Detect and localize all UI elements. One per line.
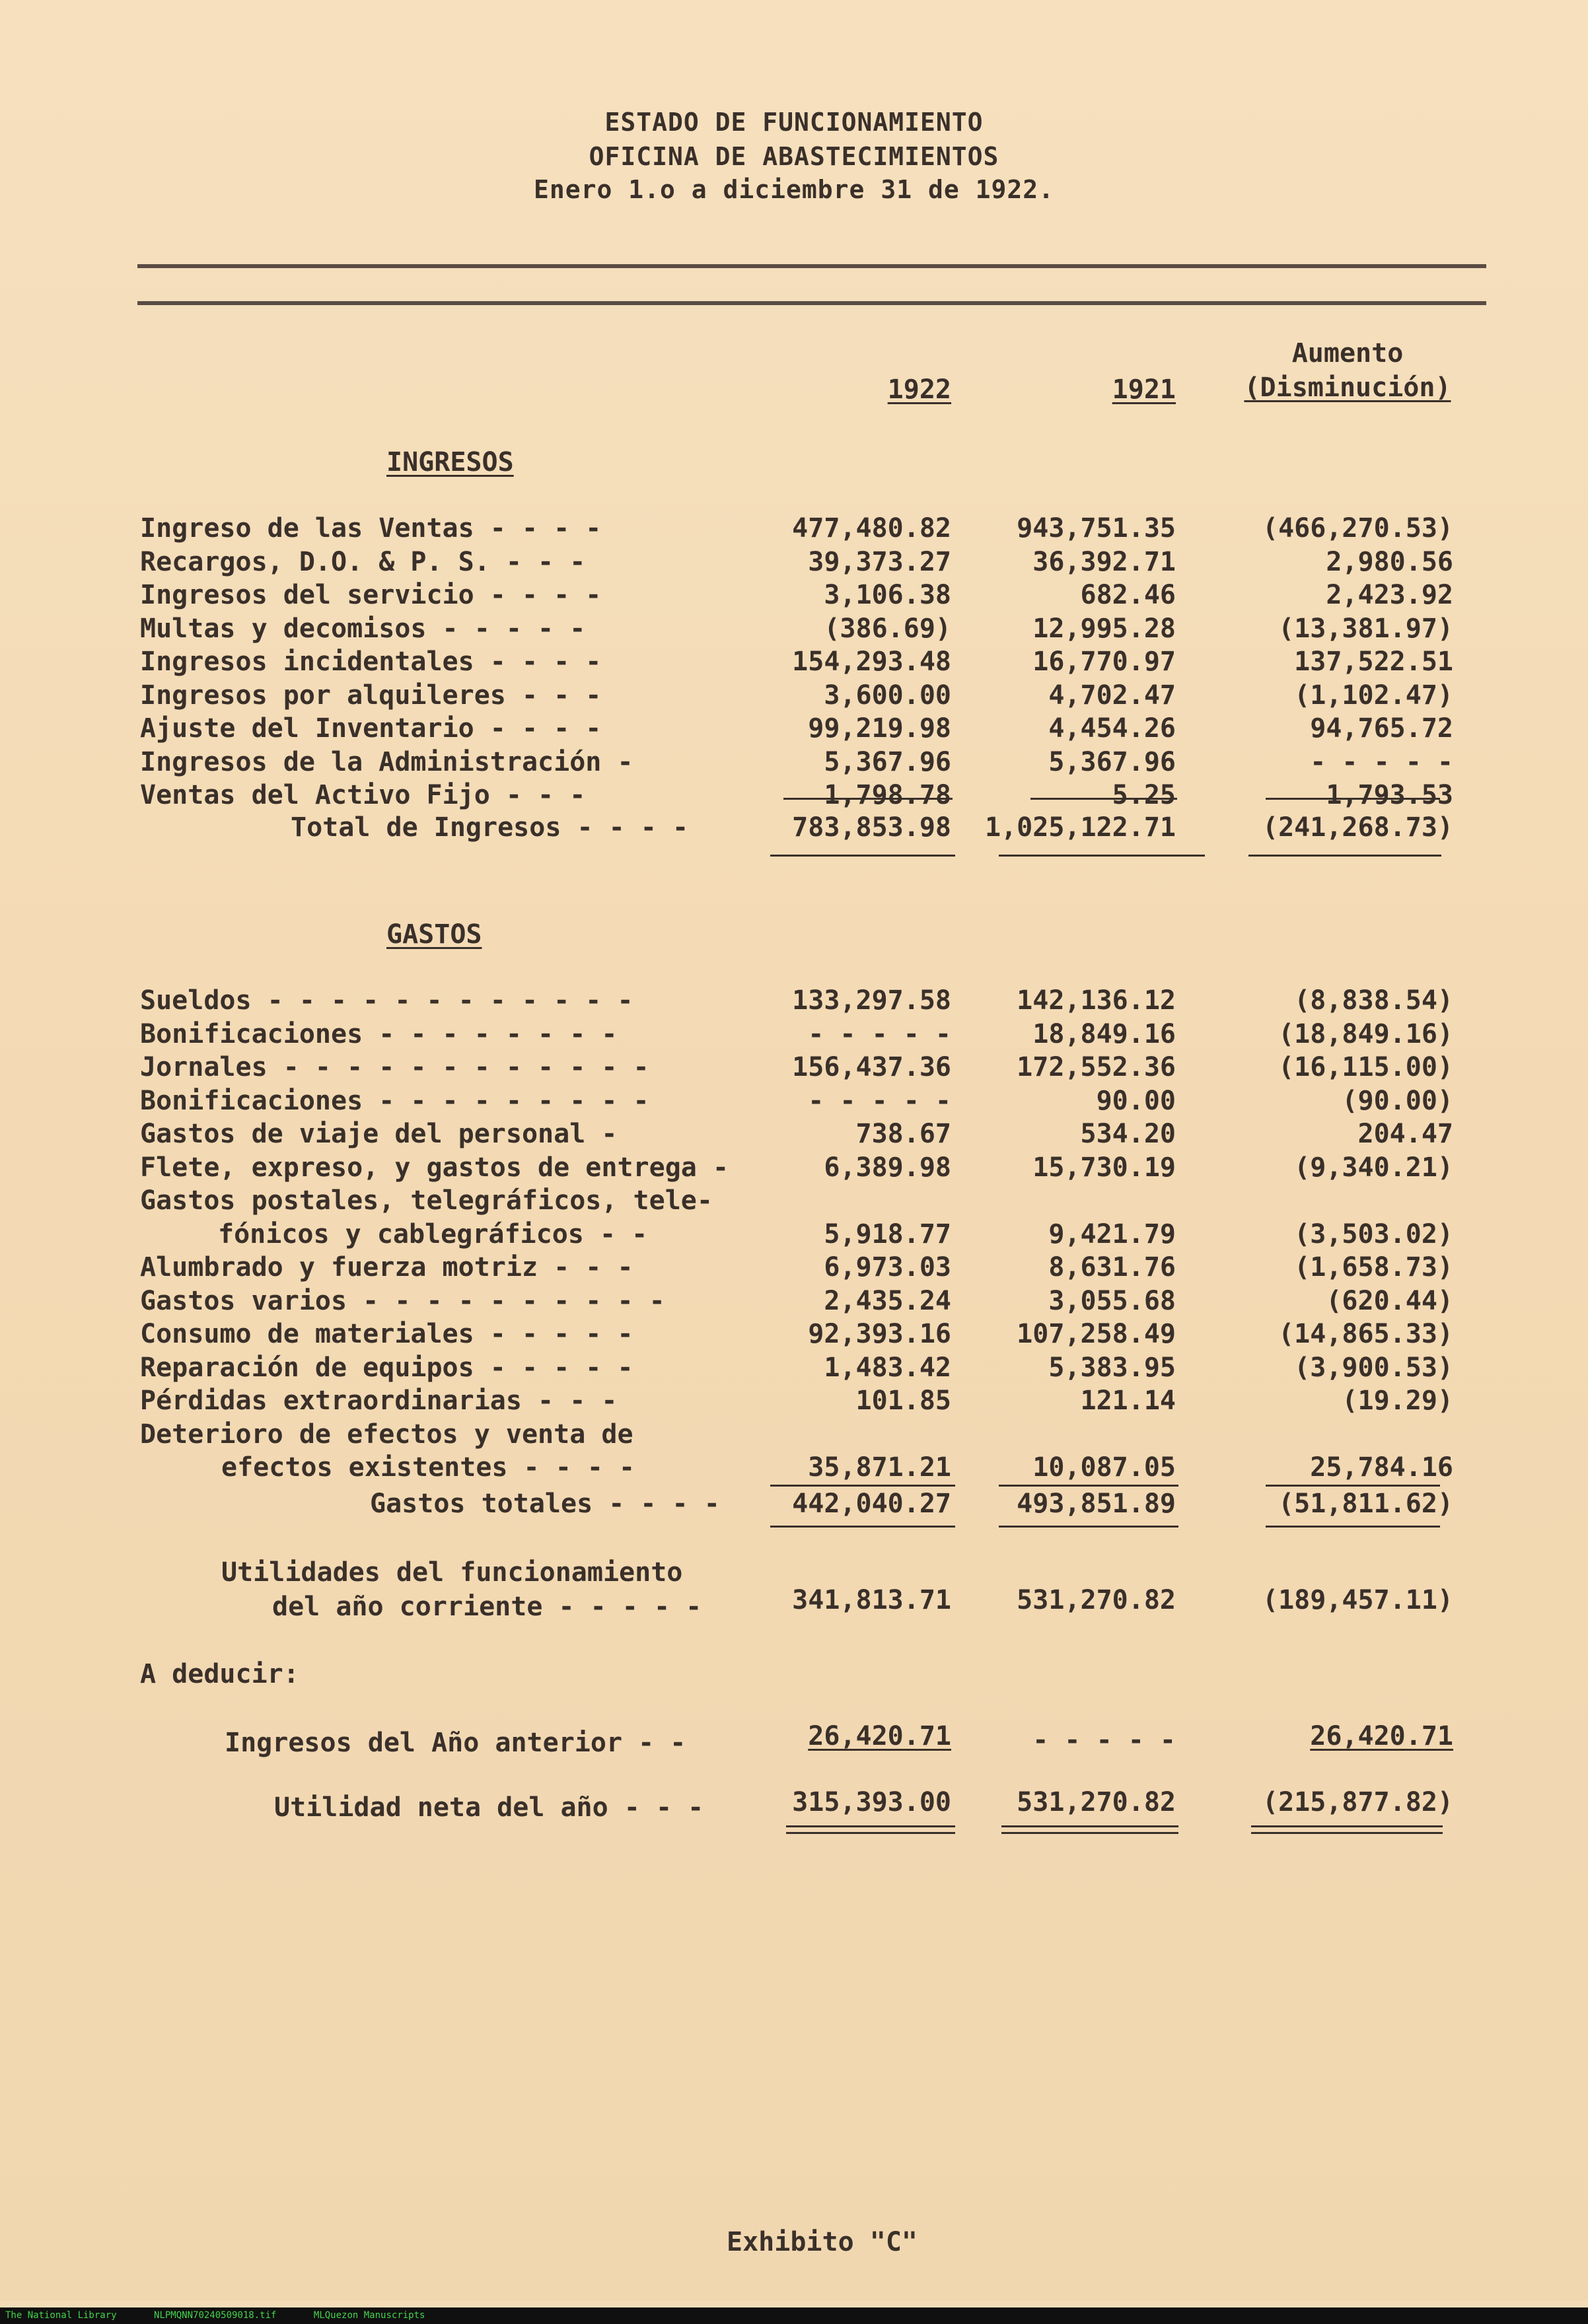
ingresos-row-1922: 99,219.98 <box>808 713 951 744</box>
gastos-row-diff: (1,658.73) <box>1294 1252 1453 1283</box>
utilidades-label-1: Utilidades del funcionamiento <box>221 1557 683 1588</box>
total-ingresos-1922: 783,853.98 <box>792 812 951 843</box>
utilidad-neta-1921: 531,270.82 <box>1017 1787 1176 1817</box>
ingresos-row-1922: 3,106.38 <box>824 580 951 610</box>
gastos-row-label: Sueldos - - - - - - - - - - - - <box>140 985 633 1016</box>
gastos-row-1921: 15,730.19 <box>1032 1152 1176 1183</box>
header-rule-bottom <box>137 301 1486 305</box>
ingresos-row-1921: 5,367.96 <box>1048 747 1176 777</box>
gastos-row-1921: 18,849.16 <box>1032 1019 1176 1049</box>
gastos-row-label: Bonificaciones - - - - - - - - <box>140 1019 618 1049</box>
gastos-totales-label: Gastos totales - - - - <box>370 1489 720 1519</box>
utilidades-1922: 341,813.71 <box>792 1585 951 1615</box>
gastos-row-1922: - - - - - <box>808 1086 951 1116</box>
ingresos-anterior-diff: 26,420.71 <box>1310 1721 1453 1751</box>
utilidad-neta-label: Utilidad neta del año - - - <box>274 1792 704 1823</box>
gastos-row-label: Bonificaciones - - - - - - - - - <box>140 1086 649 1116</box>
gastos-row-label: Flete, expreso, y gastos de entrega - <box>140 1152 729 1183</box>
deducir-title: A deducir: <box>140 1659 299 1689</box>
gastos-row-diff: (9,340.21) <box>1294 1152 1453 1183</box>
gastos-row-1922: 738.67 <box>855 1119 951 1149</box>
gastos-row-1922: 2,435.24 <box>824 1286 951 1316</box>
gastos-row-1922: 5,918.77 <box>824 1219 951 1250</box>
gastos-subline-1921 <box>999 1485 1178 1487</box>
gastos-row-label: Reparación de equipos - - - - - <box>140 1353 633 1383</box>
gastos-totalline-1921 <box>999 1526 1178 1528</box>
gastos-row-label: Jornales - - - - - - - - - - - - <box>140 1052 649 1082</box>
gastos-row-diff: 204.47 <box>1357 1119 1453 1149</box>
gastos-row-1921: 9,421.79 <box>1048 1219 1176 1250</box>
ingresos-row-diff: 2,980.56 <box>1326 547 1453 577</box>
scan-metadata-bar <box>0 2307 1588 2324</box>
gastos-row-label: Deterioro de efectos y venta de <box>140 1419 633 1450</box>
ingresos-anterior-label: Ingresos del Año anterior - - <box>225 1728 686 1758</box>
ingresos-row-diff: - - - - - <box>1310 747 1453 777</box>
ingresos-row-1921: 12,995.28 <box>1032 614 1176 644</box>
column-header-1922: 1922 <box>887 374 951 405</box>
ingresos-row-1922: 5,367.96 <box>824 747 951 777</box>
document-title: ESTADO DE FUNCIONAMIENTO <box>604 108 984 137</box>
gastos-row-1921: 90.00 <box>1096 1086 1176 1116</box>
gastos-row-1921: 8,631.76 <box>1048 1252 1176 1283</box>
total-ingresos-diff: (241,268.73) <box>1262 812 1453 843</box>
column-header-disminucion: (Disminución) <box>1244 372 1451 403</box>
ingresos-row-1922: 1,798.78 <box>824 780 951 810</box>
total-line-1922 <box>770 855 955 857</box>
gastos-totales-1921: 493,851.89 <box>1017 1489 1176 1519</box>
ingresos-row-label: Recargos, D.O. & P. S. - - - <box>140 547 586 577</box>
ingresos-row-1922: 39,373.27 <box>808 547 951 577</box>
ingresos-row-diff: 94,765.72 <box>1310 713 1453 744</box>
ingresos-anterior-1922: 26,420.71 <box>808 1721 951 1751</box>
ingresos-row-diff: 1,793.53 <box>1326 780 1453 810</box>
gastos-row-label: Alumbrado y fuerza motriz - - - <box>140 1252 633 1283</box>
gastos-row-1922: 133,297.58 <box>792 985 951 1016</box>
gastos-row-diff: (620.44) <box>1326 1286 1453 1316</box>
total-line-diff <box>1248 855 1441 857</box>
gastos-totalline-diff <box>1266 1526 1440 1528</box>
ingresos-row-1921: 943,751.35 <box>1017 513 1176 544</box>
column-header-aumento: Aumento <box>1291 338 1404 369</box>
total-ingresos-label: Total de Ingresos - - - - <box>291 812 689 843</box>
neta-double-line-1922-a <box>786 1825 955 1827</box>
gastos-row-diff: 25,784.16 <box>1310 1452 1453 1483</box>
gastos-row-diff: (16,115.00) <box>1278 1052 1453 1082</box>
ingresos-row-1921: 36,392.71 <box>1032 547 1176 577</box>
utilidades-diff: (189,457.11) <box>1262 1585 1453 1615</box>
ingresos-row-1921: 5.25 <box>1112 780 1176 810</box>
neta-double-line-1922-b <box>786 1832 955 1834</box>
ingresos-row-label: Ingresos por alquileres - - - <box>140 680 602 711</box>
gastos-row-diff: (14,865.33) <box>1278 1319 1453 1349</box>
library-name: The National Library <box>5 2310 117 2321</box>
ingresos-row-1921: 16,770.97 <box>1032 647 1176 677</box>
neta-double-line-diff-a <box>1251 1825 1443 1827</box>
ingresos-row-label: Ajuste del Inventario - - - - <box>140 713 602 744</box>
gastos-row-1922: 6,389.98 <box>824 1152 951 1183</box>
gastos-row-1922: - - - - - <box>808 1019 951 1049</box>
gastos-totales-1922: 442,040.27 <box>792 1489 951 1519</box>
ingresos-row-diff: (466,270.53) <box>1262 513 1453 544</box>
gastos-row-1921: 3,055.68 <box>1048 1286 1176 1316</box>
collection-name: MLQuezon Manuscripts <box>313 2310 425 2321</box>
total-ingresos-1921: 1,025,122.71 <box>985 812 1176 843</box>
gastos-row-1922: 35,871.21 <box>808 1452 951 1483</box>
gastos-row-1921: 534.20 <box>1080 1119 1176 1149</box>
gastos-row-diff: (3,900.53) <box>1294 1353 1453 1383</box>
utilidades-label-2: del año corriente - - - - - <box>272 1592 702 1622</box>
ingresos-row-1922: (386.69) <box>824 614 951 644</box>
header-rule-top <box>137 264 1486 268</box>
ingresos-row-diff: (13,381.97) <box>1278 614 1453 644</box>
gastos-row-label: Gastos postales, telegráficos, tele- <box>140 1185 713 1216</box>
gastos-row-1921: 142,136.12 <box>1017 985 1176 1016</box>
gastos-row-1922: 92,393.16 <box>808 1319 951 1349</box>
ingresos-row-1922: 3,600.00 <box>824 680 951 711</box>
gastos-row-1922: 101.85 <box>855 1386 951 1416</box>
office-name: OFICINA DE ABASTECIMIENTOS <box>589 142 999 171</box>
gastos-row-1922: 156,437.36 <box>792 1052 951 1082</box>
gastos-row-label-cont: fónicos y cablegráficos - - <box>218 1219 648 1250</box>
ingresos-row-label: Ingresos de la Administración - <box>140 747 633 777</box>
ingresos-row-1922: 154,293.48 <box>792 647 951 677</box>
neta-double-line-diff-b <box>1251 1832 1443 1834</box>
gastos-row-diff: (8,838.54) <box>1294 985 1453 1016</box>
gastos-totalline-1922 <box>770 1526 955 1528</box>
ingresos-row-diff: (1,102.47) <box>1294 680 1453 711</box>
ingresos-row-label: Ingreso de las Ventas - - - - <box>140 513 602 544</box>
ingresos-row-diff: 2,423.92 <box>1326 580 1453 610</box>
neta-double-line-1921-a <box>1001 1825 1178 1827</box>
ingresos-anterior-1921: - - - - - <box>1032 1725 1176 1755</box>
ingresos-row-1921: 682.46 <box>1080 580 1176 610</box>
gastos-row-label: Consumo de materiales - - - - - <box>140 1319 633 1349</box>
gastos-subline-diff <box>1266 1485 1440 1487</box>
ingresos-row-label: Multas y decomisos - - - - - <box>140 614 586 644</box>
utilidad-neta-diff: (215,877.82) <box>1262 1787 1453 1817</box>
gastos-row-label-cont: efectos existentes - - - - <box>221 1452 635 1483</box>
gastos-row-label: Gastos de viaje del personal - <box>140 1119 618 1149</box>
section-title-ingresos: INGRESOS <box>386 447 514 477</box>
section-title-gastos: GASTOS <box>386 919 482 950</box>
gastos-row-1921: 107,258.49 <box>1017 1319 1176 1349</box>
ingresos-row-diff: 137,522.51 <box>1294 647 1453 677</box>
ingresos-row-label: Ingresos incidentales - - - - <box>140 647 602 677</box>
ingresos-row-label: Ventas del Activo Fijo - - - <box>140 780 586 810</box>
gastos-row-1921: 5,383.95 <box>1048 1353 1176 1383</box>
gastos-row-diff: (90.00) <box>1342 1086 1453 1116</box>
gastos-row-label: Pérdidas extraordinarias - - - <box>140 1386 618 1416</box>
gastos-row-1921: 121.14 <box>1080 1386 1176 1416</box>
gastos-totales-diff: (51,811.62) <box>1278 1489 1453 1519</box>
gastos-row-1921: 10,087.05 <box>1032 1452 1176 1483</box>
ingresos-row-1922: 477,480.82 <box>792 513 951 544</box>
gastos-row-diff: (3,503.02) <box>1294 1219 1453 1250</box>
utilidades-1921: 531,270.82 <box>1017 1585 1176 1615</box>
ingresos-row-1921: 4,702.47 <box>1048 680 1176 711</box>
utilidad-neta-1922: 315,393.00 <box>792 1787 951 1817</box>
column-header-1921: 1921 <box>1112 374 1176 405</box>
ingresos-row-label: Ingresos del servicio - - - - <box>140 580 602 610</box>
neta-double-line-1921-b <box>1001 1832 1178 1834</box>
gastos-subline-1922 <box>770 1485 955 1487</box>
gastos-row-diff: (19.29) <box>1342 1386 1453 1416</box>
period-line: Enero 1.o a diciembre 31 de 1922. <box>534 175 1054 204</box>
ingresos-row-1921: 4,454.26 <box>1048 713 1176 744</box>
file-name: NLPMQNN70240509018.tif <box>154 2310 277 2321</box>
gastos-row-1921: 172,552.36 <box>1017 1052 1176 1082</box>
total-line-1921 <box>999 855 1205 857</box>
gastos-row-1922: 6,973.03 <box>824 1252 951 1283</box>
exhibit-label: Exhibito "C" <box>727 2227 918 2257</box>
gastos-row-1922: 1,483.42 <box>824 1353 951 1383</box>
gastos-row-diff: (18,849.16) <box>1278 1019 1453 1049</box>
gastos-row-label: Gastos varios - - - - - - - - - - <box>140 1286 665 1316</box>
